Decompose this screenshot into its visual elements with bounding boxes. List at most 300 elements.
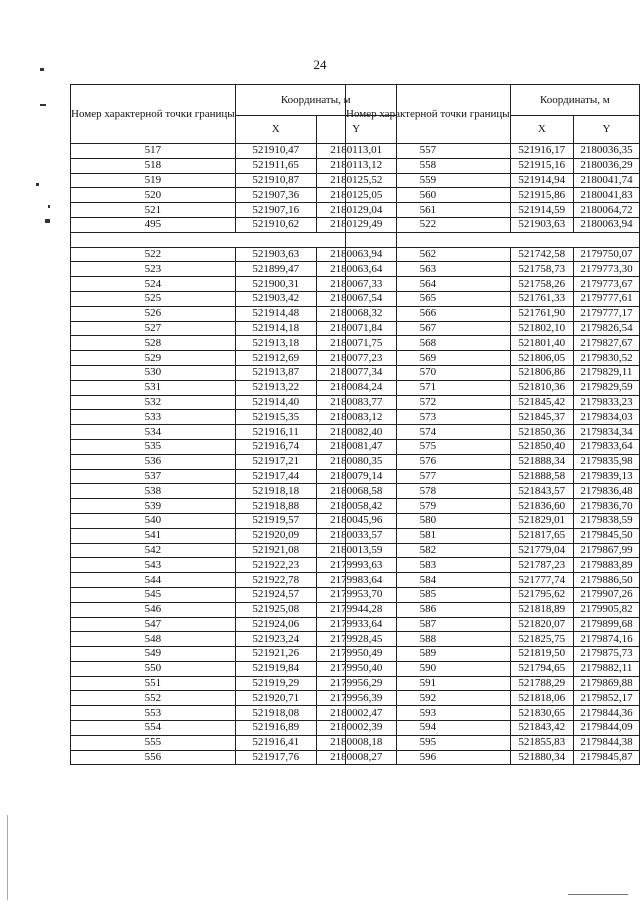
x-coordinate-cell: 521779,04: [510, 543, 573, 558]
y-coordinate-cell: 2179845,50: [573, 528, 639, 543]
point-number-cell: 545: [71, 587, 236, 602]
x-coordinate-cell: 521919,57: [235, 513, 316, 528]
bottom-line: [568, 894, 628, 895]
x-coordinate-cell: 521825,75: [510, 632, 573, 647]
y-coordinate-cell: 2179834,03: [573, 410, 639, 425]
x-coordinate-cell: 521916,17: [510, 144, 573, 159]
point-number-cell: 520: [71, 188, 236, 203]
point-number-cell: 571: [346, 380, 511, 395]
table-row: [346, 291, 640, 306]
scan-mark: [40, 104, 46, 106]
x-coordinate-cell: 521910,87: [235, 173, 316, 188]
point-number-cell: 552: [71, 691, 236, 706]
x-coordinate-cell: 521806,86: [510, 365, 573, 380]
point-number-header: Номер характерной точки границы: [71, 85, 236, 144]
x-coordinate-cell: 521911,65: [235, 158, 316, 173]
scan-mark: [48, 205, 50, 208]
table-row: [346, 277, 640, 292]
y-coordinate-cell: 2180063,64: [316, 262, 396, 277]
x-coordinate-cell: 521910,62: [235, 217, 316, 232]
point-number-cell: 561: [346, 203, 511, 218]
x-coordinate-cell: 521910,47: [235, 144, 316, 159]
point-number-cell: 534: [71, 425, 236, 440]
point-number-cell: 568: [346, 336, 511, 351]
point-number-cell: 574: [346, 425, 511, 440]
x-coordinate-cell: 521916,41: [235, 735, 316, 750]
y-coordinate-cell: 2180036,35: [573, 144, 639, 159]
y-coordinate-cell: 2180067,54: [316, 291, 396, 306]
y-coordinate-cell: 2179839,13: [573, 469, 639, 484]
table-row: [346, 306, 640, 321]
x-coordinate-cell: 521916,74: [235, 439, 316, 454]
x-coordinate-cell: 521899,47: [235, 262, 316, 277]
point-number-cell: 572: [346, 395, 511, 410]
y-coordinate-cell: 2180071,84: [316, 321, 396, 336]
x-coordinate-cell: 521913,22: [235, 380, 316, 395]
table-row: [346, 321, 640, 336]
y-header: Y: [316, 116, 396, 144]
y-coordinate-cell: 2179874,16: [573, 632, 639, 647]
y-coordinate-cell: 2179852,17: [573, 691, 639, 706]
x-coordinate-cell: 521820,07: [510, 617, 573, 632]
x-coordinate-cell: 521917,76: [235, 750, 316, 765]
x-coordinate-cell: 521801,40: [510, 336, 573, 351]
y-coordinate-cell: 2179845,87: [573, 750, 639, 765]
point-number-cell: 564: [346, 277, 511, 292]
point-number-cell: 576: [346, 454, 511, 469]
x-coordinate-cell: 521845,37: [510, 410, 573, 425]
y-coordinate-cell: 2179928,45: [316, 632, 396, 647]
x-coordinate-cell: 521850,36: [510, 425, 573, 440]
x-coordinate-cell: 521819,50: [510, 647, 573, 662]
point-number-cell: 549: [71, 647, 236, 662]
y-coordinate-cell: 2180002,47: [316, 706, 396, 721]
x-coordinate-cell: 521918,88: [235, 499, 316, 514]
x-coordinate-cell: 521758,73: [510, 262, 573, 277]
point-number-cell: 560: [346, 188, 511, 203]
point-number-cell: 558: [346, 158, 511, 173]
x-coordinate-cell: 521915,35: [235, 410, 316, 425]
table-row: [346, 217, 640, 232]
x-coordinate-cell: 521925,08: [235, 602, 316, 617]
separator-cell: [346, 232, 640, 247]
table-row: [346, 647, 640, 662]
y-coordinate-cell: 2179836,70: [573, 499, 639, 514]
table-row: [346, 173, 640, 188]
x-coordinate-cell: 521845,42: [510, 395, 573, 410]
y-coordinate-cell: 2180002,39: [316, 721, 396, 736]
y-coordinate-cell: 2179875,73: [573, 647, 639, 662]
point-number-cell: 581: [346, 528, 511, 543]
group-separator-row: [346, 232, 640, 247]
point-number-cell: 580: [346, 513, 511, 528]
scan-mark: [36, 183, 39, 186]
point-number-cell: 541: [71, 528, 236, 543]
x-coordinate-cell: 521817,65: [510, 528, 573, 543]
y-coordinate-cell: 2179844,36: [573, 706, 639, 721]
x-coordinate-cell: 521913,18: [235, 336, 316, 351]
y-coordinate-cell: 2179933,64: [316, 617, 396, 632]
x-coordinate-cell: 521761,33: [510, 291, 573, 306]
y-coordinate-cell: 2180077,23: [316, 351, 396, 366]
y-coordinate-cell: 2179838,59: [573, 513, 639, 528]
x-coordinate-cell: 521921,26: [235, 647, 316, 662]
x-coordinate-cell: 521919,29: [235, 676, 316, 691]
x-coordinate-cell: 521777,74: [510, 573, 573, 588]
coordinates-header: Координаты, м: [510, 85, 639, 116]
x-coordinate-cell: 521850,40: [510, 439, 573, 454]
y-coordinate-cell: 2179777,17: [573, 306, 639, 321]
x-coordinate-cell: 521917,44: [235, 469, 316, 484]
table-row: [346, 602, 640, 617]
table-row: [346, 750, 640, 765]
x-coordinate-cell: 521829,01: [510, 513, 573, 528]
y-coordinate-cell: 2180008,18: [316, 735, 396, 750]
page-number: 24: [313, 57, 327, 72]
table-row: [346, 735, 640, 750]
y-coordinate-cell: 2180063,94: [316, 247, 396, 262]
x-coordinate-cell: 521795,62: [510, 587, 573, 602]
y-coordinate-cell: 2179950,49: [316, 647, 396, 662]
table-row: [346, 721, 640, 736]
table-row: [346, 691, 640, 706]
x-coordinate-cell: 521818,06: [510, 691, 573, 706]
point-number-cell: 589: [346, 647, 511, 662]
point-number-cell: 533: [71, 410, 236, 425]
y-coordinate-cell: 2179827,67: [573, 336, 639, 351]
y-coordinate-cell: 2179983,64: [316, 573, 396, 588]
x-coordinate-cell: 521907,16: [235, 203, 316, 218]
point-number-cell: 592: [346, 691, 511, 706]
x-coordinate-cell: 521915,86: [510, 188, 573, 203]
margin-line: [7, 815, 8, 900]
point-number-cell: 525: [71, 291, 236, 306]
point-number-cell: 563: [346, 262, 511, 277]
y-coordinate-cell: 2179833,23: [573, 395, 639, 410]
point-number-cell: 596: [346, 750, 511, 765]
table-row: [346, 558, 640, 573]
point-number-cell: 527: [71, 321, 236, 336]
y-coordinate-cell: 2180036,29: [573, 158, 639, 173]
x-coordinate-cell: 521836,60: [510, 499, 573, 514]
y-coordinate-cell: 2179750,07: [573, 247, 639, 262]
point-number-cell: 519: [71, 173, 236, 188]
x-coordinate-cell: 521914,40: [235, 395, 316, 410]
x-header: X: [510, 116, 573, 144]
y-coordinate-cell: 2179883,89: [573, 558, 639, 573]
y-coordinate-cell: 2180113,01: [316, 144, 396, 159]
point-number-cell: 567: [346, 321, 511, 336]
point-number-cell: 586: [346, 602, 511, 617]
x-coordinate-cell: 521913,87: [235, 365, 316, 380]
y-coordinate-cell: 2179950,40: [316, 661, 396, 676]
y-coordinate-cell: 2180071,75: [316, 336, 396, 351]
y-coordinate-cell: 2180082,40: [316, 425, 396, 440]
table-row: [346, 439, 640, 454]
point-number-cell: 551: [71, 676, 236, 691]
y-coordinate-cell: 2180063,94: [573, 217, 639, 232]
point-number-cell: 595: [346, 735, 511, 750]
y-coordinate-cell: 2180058,42: [316, 499, 396, 514]
y-coordinate-cell: 2179777,61: [573, 291, 639, 306]
x-coordinate-cell: 521914,18: [235, 321, 316, 336]
x-coordinate-cell: 521830,65: [510, 706, 573, 721]
point-number-cell: 495: [71, 217, 236, 232]
table-row: [346, 617, 640, 632]
y-coordinate-cell: 2180125,05: [316, 188, 396, 203]
y-coordinate-cell: 2180067,33: [316, 277, 396, 292]
x-header: X: [235, 116, 316, 144]
y-coordinate-cell: 2180068,32: [316, 306, 396, 321]
x-coordinate-cell: 521880,34: [510, 750, 573, 765]
x-coordinate-cell: 521810,36: [510, 380, 573, 395]
point-number-cell: 546: [71, 602, 236, 617]
x-coordinate-cell: 521915,16: [510, 158, 573, 173]
y-coordinate-cell: 2179956,39: [316, 691, 396, 706]
y-coordinate-cell: 2179844,38: [573, 735, 639, 750]
x-coordinate-cell: 521802,10: [510, 321, 573, 336]
x-coordinate-cell: 521914,48: [235, 306, 316, 321]
point-number-cell: 591: [346, 676, 511, 691]
x-coordinate-cell: 521914,94: [510, 173, 573, 188]
point-number-cell: 526: [71, 306, 236, 321]
point-number-cell: 522: [346, 217, 511, 232]
x-coordinate-cell: 521923,24: [235, 632, 316, 647]
point-number-cell: 524: [71, 277, 236, 292]
y-coordinate-cell: 2179886,50: [573, 573, 639, 588]
point-number-cell: 529: [71, 351, 236, 366]
point-number-cell: 547: [71, 617, 236, 632]
table-row: [346, 499, 640, 514]
x-coordinate-cell: 521920,71: [235, 691, 316, 706]
y-coordinate-cell: 2180084,24: [316, 380, 396, 395]
x-coordinate-cell: 521761,90: [510, 306, 573, 321]
y-coordinate-cell: 2179830,52: [573, 351, 639, 366]
table-row: [346, 587, 640, 602]
point-number-cell: 544: [71, 573, 236, 588]
table-row: [346, 203, 640, 218]
table-row: [346, 661, 640, 676]
y-coordinate-cell: 2179836,48: [573, 484, 639, 499]
table-row: [346, 247, 640, 262]
x-coordinate-cell: 521843,42: [510, 721, 573, 736]
table-row: [346, 395, 640, 410]
y-coordinate-cell: 2179953,70: [316, 587, 396, 602]
table-row: [346, 454, 640, 469]
point-number-cell: 518: [71, 158, 236, 173]
point-number-cell: 584: [346, 573, 511, 588]
x-coordinate-cell: 521787,23: [510, 558, 573, 573]
point-number-cell: 582: [346, 543, 511, 558]
point-number-cell: 542: [71, 543, 236, 558]
y-coordinate-cell: 2179844,09: [573, 721, 639, 736]
y-coordinate-cell: 2180077,34: [316, 365, 396, 380]
point-number-cell: 594: [346, 721, 511, 736]
table-row: [346, 144, 640, 159]
x-coordinate-cell: 521918,08: [235, 706, 316, 721]
point-number-cell: 566: [346, 306, 511, 321]
y-coordinate-cell: 2179867,99: [573, 543, 639, 558]
point-number-header: Номер характерной точки границы: [346, 85, 511, 144]
y-coordinate-cell: 2180081,47: [316, 439, 396, 454]
x-coordinate-cell: 521912,69: [235, 351, 316, 366]
point-number-cell: 539: [71, 499, 236, 514]
table-row: [346, 336, 640, 351]
y-coordinate-cell: 2179835,98: [573, 454, 639, 469]
y-coordinate-cell: 2180068,58: [316, 484, 396, 499]
point-number-cell: 555: [71, 735, 236, 750]
table-row: [346, 365, 640, 380]
point-number-cell: 530: [71, 365, 236, 380]
y-coordinate-cell: 2179829,11: [573, 365, 639, 380]
y-coordinate-cell: 2180129,04: [316, 203, 396, 218]
x-coordinate-cell: 521888,58: [510, 469, 573, 484]
x-coordinate-cell: 521794,65: [510, 661, 573, 676]
x-coordinate-cell: 521916,89: [235, 721, 316, 736]
x-coordinate-cell: 521924,06: [235, 617, 316, 632]
y-coordinate-cell: 2179993,63: [316, 558, 396, 573]
table-row: [346, 676, 640, 691]
x-coordinate-cell: 521855,83: [510, 735, 573, 750]
x-coordinate-cell: 521806,05: [510, 351, 573, 366]
y-coordinate-cell: 2179899,68: [573, 617, 639, 632]
point-number-cell: 554: [71, 721, 236, 736]
y-coordinate-cell: 2179829,59: [573, 380, 639, 395]
x-coordinate-cell: 521843,57: [510, 484, 573, 499]
table-row: [346, 632, 640, 647]
table-row: [346, 380, 640, 395]
y-coordinate-cell: 2180033,57: [316, 528, 396, 543]
x-coordinate-cell: 521917,21: [235, 454, 316, 469]
point-number-cell: 550: [71, 661, 236, 676]
x-coordinate-cell: 521920,09: [235, 528, 316, 543]
y-coordinate-cell: 2179826,54: [573, 321, 639, 336]
right-tbody: [346, 85, 640, 765]
table-row: [346, 410, 640, 425]
point-number-cell: 557: [346, 144, 511, 159]
point-number-cell: 537: [71, 469, 236, 484]
header-row: [346, 85, 640, 116]
x-coordinate-cell: 521919,84: [235, 661, 316, 676]
point-number-cell: 575: [346, 439, 511, 454]
x-coordinate-cell: 521900,31: [235, 277, 316, 292]
x-coordinate-cell: 521922,23: [235, 558, 316, 573]
y-coordinate-cell: 2180083,77: [316, 395, 396, 410]
point-number-cell: 522: [71, 247, 236, 262]
x-coordinate-cell: 521903,42: [235, 291, 316, 306]
table-row: [346, 351, 640, 366]
table-row: [346, 543, 640, 558]
point-number-cell: 521: [71, 203, 236, 218]
point-number-cell: 569: [346, 351, 511, 366]
point-number-cell: 538: [71, 484, 236, 499]
table-row: [346, 158, 640, 173]
table-row: [346, 528, 640, 543]
table-row: [346, 469, 640, 484]
point-number-cell: 578: [346, 484, 511, 499]
point-number-cell: 562: [346, 247, 511, 262]
x-coordinate-cell: 521742,58: [510, 247, 573, 262]
point-number-cell: 517: [71, 144, 236, 159]
table-row: [346, 188, 640, 203]
point-number-cell: 536: [71, 454, 236, 469]
scan-mark: [45, 219, 50, 223]
point-number-cell: 531: [71, 380, 236, 395]
point-number-cell: 590: [346, 661, 511, 676]
x-coordinate-cell: 521914,59: [510, 203, 573, 218]
y-coordinate-cell: 2179773,67: [573, 277, 639, 292]
point-number-cell: 573: [346, 410, 511, 425]
point-number-cell: 577: [346, 469, 511, 484]
x-coordinate-cell: 521888,34: [510, 454, 573, 469]
y-coordinate-cell: 2180083,12: [316, 410, 396, 425]
y-coordinate-cell: 2179833,64: [573, 439, 639, 454]
coordinates-header: Координаты, м: [235, 85, 396, 116]
scan-mark: [40, 68, 44, 71]
point-number-cell: 540: [71, 513, 236, 528]
x-coordinate-cell: 521818,89: [510, 602, 573, 617]
y-coordinate-cell: 2180041,74: [573, 173, 639, 188]
x-coordinate-cell: 521903,63: [510, 217, 573, 232]
x-coordinate-cell: 521788,29: [510, 676, 573, 691]
point-number-cell: 593: [346, 706, 511, 721]
x-coordinate-cell: 521921,08: [235, 543, 316, 558]
y-coordinate-cell: 2179869,88: [573, 676, 639, 691]
point-number-cell: 579: [346, 499, 511, 514]
y-coordinate-cell: 2180129,49: [316, 217, 396, 232]
x-coordinate-cell: 521907,36: [235, 188, 316, 203]
y-coordinate-cell: 2180079,14: [316, 469, 396, 484]
x-coordinate-cell: 521924,57: [235, 587, 316, 602]
table-row: [346, 425, 640, 440]
point-number-cell: 543: [71, 558, 236, 573]
y-coordinate-cell: 2180080,35: [316, 454, 396, 469]
table-row: [346, 573, 640, 588]
point-number-cell: 528: [71, 336, 236, 351]
point-number-cell: 532: [71, 395, 236, 410]
point-number-cell: 588: [346, 632, 511, 647]
point-number-cell: 570: [346, 365, 511, 380]
point-number-cell: 559: [346, 173, 511, 188]
point-number-cell: 565: [346, 291, 511, 306]
y-coordinate-cell: 2180041,83: [573, 188, 639, 203]
table-row: [346, 484, 640, 499]
y-coordinate-cell: 2180045,96: [316, 513, 396, 528]
point-number-cell: 556: [71, 750, 236, 765]
point-number-cell: 523: [71, 262, 236, 277]
x-coordinate-cell: 521916,11: [235, 425, 316, 440]
point-number-cell: 535: [71, 439, 236, 454]
y-coordinate-cell: 2179882,11: [573, 661, 639, 676]
point-number-cell: 548: [71, 632, 236, 647]
y-coordinate-cell: 2179956,29: [316, 676, 396, 691]
point-number-cell: 587: [346, 617, 511, 632]
x-coordinate-cell: 521922,78: [235, 573, 316, 588]
y-header: Y: [573, 116, 639, 144]
y-coordinate-cell: 2179773,30: [573, 262, 639, 277]
y-coordinate-cell: 2179834,34: [573, 425, 639, 440]
table-row: [346, 706, 640, 721]
x-coordinate-cell: 521903,63: [235, 247, 316, 262]
y-coordinate-cell: 2180125,52: [316, 173, 396, 188]
point-number-cell: 553: [71, 706, 236, 721]
table-row: [346, 262, 640, 277]
point-number-cell: 585: [346, 587, 511, 602]
y-coordinate-cell: 2180013,59: [316, 543, 396, 558]
coordinates-table-right: [345, 84, 640, 765]
table-row: [346, 513, 640, 528]
y-coordinate-cell: 2180064,72: [573, 203, 639, 218]
